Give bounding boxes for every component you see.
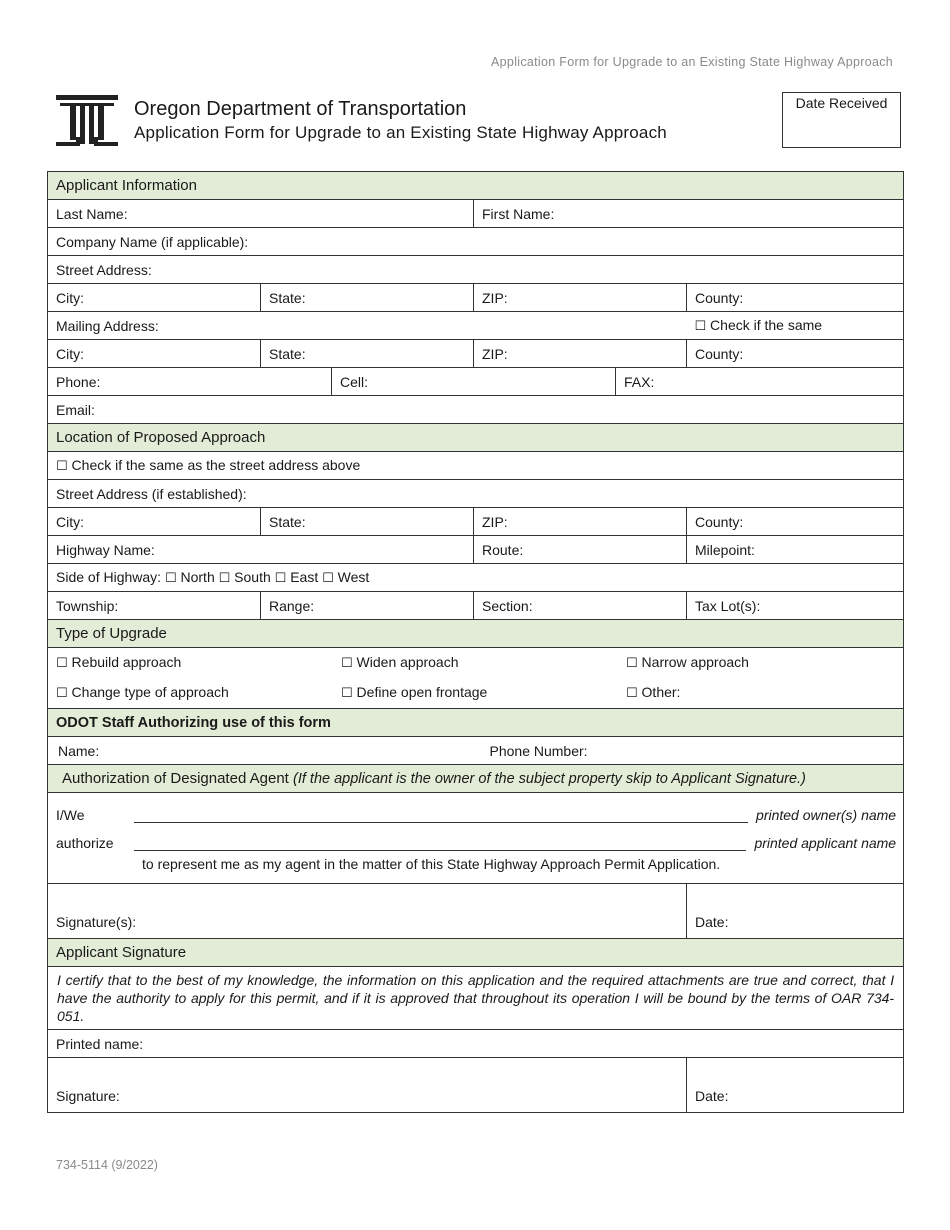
change-type-label: Change type of approach bbox=[71, 684, 229, 700]
option-other[interactable] bbox=[626, 684, 680, 700]
applicant-signature-field[interactable]: Signature: bbox=[48, 1058, 687, 1113]
mailing-state-field[interactable]: State: bbox=[261, 340, 474, 368]
applicant-date-field[interactable]: Date: bbox=[687, 1058, 904, 1113]
owner-name-line[interactable] bbox=[134, 802, 748, 823]
section-field[interactable]: Section: bbox=[474, 592, 687, 620]
applicant-name-line[interactable] bbox=[134, 830, 746, 851]
location-zip-field[interactable]: ZIP: bbox=[474, 508, 687, 536]
define-frontage-label: Define open frontage bbox=[356, 684, 488, 700]
zip-field[interactable]: ZIP: bbox=[474, 284, 687, 312]
location-state-field[interactable]: State: bbox=[261, 508, 474, 536]
checkbox-icon[interactable]: ☐ bbox=[341, 686, 353, 701]
mailing-county-field[interactable]: County: bbox=[687, 340, 904, 368]
mailing-same-label: Check if the same bbox=[710, 317, 823, 333]
east-label: East bbox=[290, 569, 319, 585]
mailing-city-field[interactable]: City: bbox=[48, 340, 261, 368]
iwe-label: I/We bbox=[56, 807, 85, 823]
side-of-highway-row bbox=[48, 564, 904, 592]
option-narrow[interactable] bbox=[626, 654, 749, 670]
section-applicant-signature: Applicant Signature bbox=[48, 939, 904, 967]
mailing-address-field[interactable]: Mailing Address: bbox=[48, 312, 687, 340]
authorize-label: authorize bbox=[56, 835, 114, 851]
staff-phone-field[interactable]: Phone Number: bbox=[474, 737, 904, 765]
county-field[interactable]: County: bbox=[687, 284, 904, 312]
staff-name-field[interactable]: Name: bbox=[48, 737, 474, 765]
section-type-of-upgrade: Type of Upgrade bbox=[48, 620, 904, 648]
date-received-label: Date Received bbox=[795, 95, 888, 111]
checkbox-icon[interactable]: ☐ bbox=[626, 686, 638, 701]
option-define-frontage[interactable] bbox=[341, 678, 626, 708]
agent-authorization-block bbox=[48, 793, 904, 884]
narrow-label: Narrow approach bbox=[641, 654, 749, 670]
street-address-field[interactable]: Street Address: bbox=[48, 256, 904, 284]
township-field[interactable]: Township: bbox=[48, 592, 261, 620]
location-same-checkbox[interactable] bbox=[48, 452, 904, 480]
option-rebuild[interactable] bbox=[56, 648, 341, 678]
upgrade-options bbox=[48, 648, 904, 709]
location-same-label: Check if the same as the street address above bbox=[71, 457, 361, 473]
cell-field[interactable]: Cell: bbox=[332, 368, 616, 396]
checkbox-icon[interactable]: ☐ bbox=[341, 656, 353, 671]
west-label: West bbox=[337, 569, 370, 585]
milepoint-field[interactable]: Milepoint: bbox=[687, 536, 904, 564]
other-label: Other: bbox=[641, 684, 681, 700]
highway-name-field[interactable]: Highway Name: bbox=[48, 536, 474, 564]
application-form bbox=[47, 171, 904, 1113]
state-field[interactable]: State: bbox=[261, 284, 474, 312]
email-field[interactable]: Email: bbox=[48, 396, 904, 424]
mailing-zip-field[interactable]: ZIP: bbox=[474, 340, 687, 368]
agency-name: Oregon Department of Transportation bbox=[134, 98, 467, 120]
first-name-field[interactable]: First Name: bbox=[474, 200, 904, 228]
represent-text: to represent me as my agent in the matter of this State Highway Approach Permit Application. bbox=[142, 856, 721, 872]
city-field[interactable]: City: bbox=[48, 284, 261, 312]
section-applicant-information: Applicant Information bbox=[48, 172, 904, 200]
route-field[interactable]: Route: bbox=[474, 536, 687, 564]
printed-name-field[interactable]: Printed name: bbox=[48, 1030, 904, 1058]
agent-section-title: Authorization of Designated Agent bbox=[62, 770, 289, 787]
option-widen[interactable] bbox=[341, 648, 626, 678]
checkbox-icon[interactable]: ☐ bbox=[56, 686, 68, 701]
phone-field[interactable]: Phone: bbox=[48, 368, 332, 396]
range-field[interactable]: Range: bbox=[261, 592, 474, 620]
north-checkbox-icon[interactable]: ☐ bbox=[164, 571, 177, 586]
east-checkbox-icon[interactable]: ☐ bbox=[274, 571, 287, 586]
form-number: 734-5114 (9/2022) bbox=[56, 1158, 158, 1172]
agent-date-field[interactable]: Date: bbox=[687, 884, 904, 939]
company-name-field[interactable]: Company Name (if applicable): bbox=[48, 228, 904, 256]
owner-name-caption: printed owner(s) name bbox=[756, 807, 897, 823]
south-checkbox-icon[interactable]: ☐ bbox=[218, 571, 231, 586]
south-label: South bbox=[234, 569, 271, 585]
location-county-field[interactable]: County: bbox=[687, 508, 904, 536]
checkbox-icon[interactable]: ☐ bbox=[626, 656, 638, 671]
location-street-field[interactable]: Street Address (if established): bbox=[48, 480, 904, 508]
top-form-title: Application Form for Upgrade to an Existing State Highway Approach bbox=[491, 55, 893, 69]
option-change-type[interactable] bbox=[56, 678, 341, 708]
checkbox-icon[interactable]: ☐ bbox=[694, 319, 707, 334]
checkbox-icon[interactable]: ☐ bbox=[56, 656, 68, 671]
side-of-highway-label: Side of Highway: bbox=[56, 569, 162, 585]
agent-signature-field[interactable]: Signature(s): bbox=[48, 884, 687, 939]
west-checkbox-icon[interactable]: ☐ bbox=[322, 571, 334, 586]
rebuild-label: Rebuild approach bbox=[71, 654, 182, 670]
widen-label: Widen approach bbox=[356, 654, 459, 670]
last-name-field[interactable]: Last Name: bbox=[48, 200, 474, 228]
section-designated-agent bbox=[48, 765, 904, 793]
odot-logo-icon bbox=[56, 95, 118, 149]
mailing-same-checkbox[interactable] bbox=[687, 312, 904, 340]
form-subtitle: Application Form for Upgrade to an Existing State Highway Approach bbox=[134, 123, 667, 142]
certification-statement: I certify that to the best of my knowledge, the information on this application and the required attachments are true and correct, that I have the authority to apply for this permit, and if it is approved that throughout its operation I will be bound by the terms of OAR 734-051. bbox=[48, 967, 904, 1030]
north-label: North bbox=[180, 569, 215, 585]
date-received-box[interactable] bbox=[782, 92, 901, 148]
location-city-field[interactable]: City: bbox=[48, 508, 261, 536]
applicant-name-caption: printed applicant name bbox=[754, 835, 897, 851]
section-odot-staff: ODOT Staff Authorizing use of this form bbox=[48, 709, 904, 737]
tax-lot-field[interactable]: Tax Lot(s): bbox=[687, 592, 904, 620]
fax-field[interactable]: FAX: bbox=[616, 368, 904, 396]
section-location: Location of Proposed Approach bbox=[48, 424, 904, 452]
checkbox-icon[interactable]: ☐ bbox=[56, 459, 68, 474]
agent-section-note: (If the applicant is the owner of the subject property skip to Applicant Signature.) bbox=[293, 771, 806, 787]
